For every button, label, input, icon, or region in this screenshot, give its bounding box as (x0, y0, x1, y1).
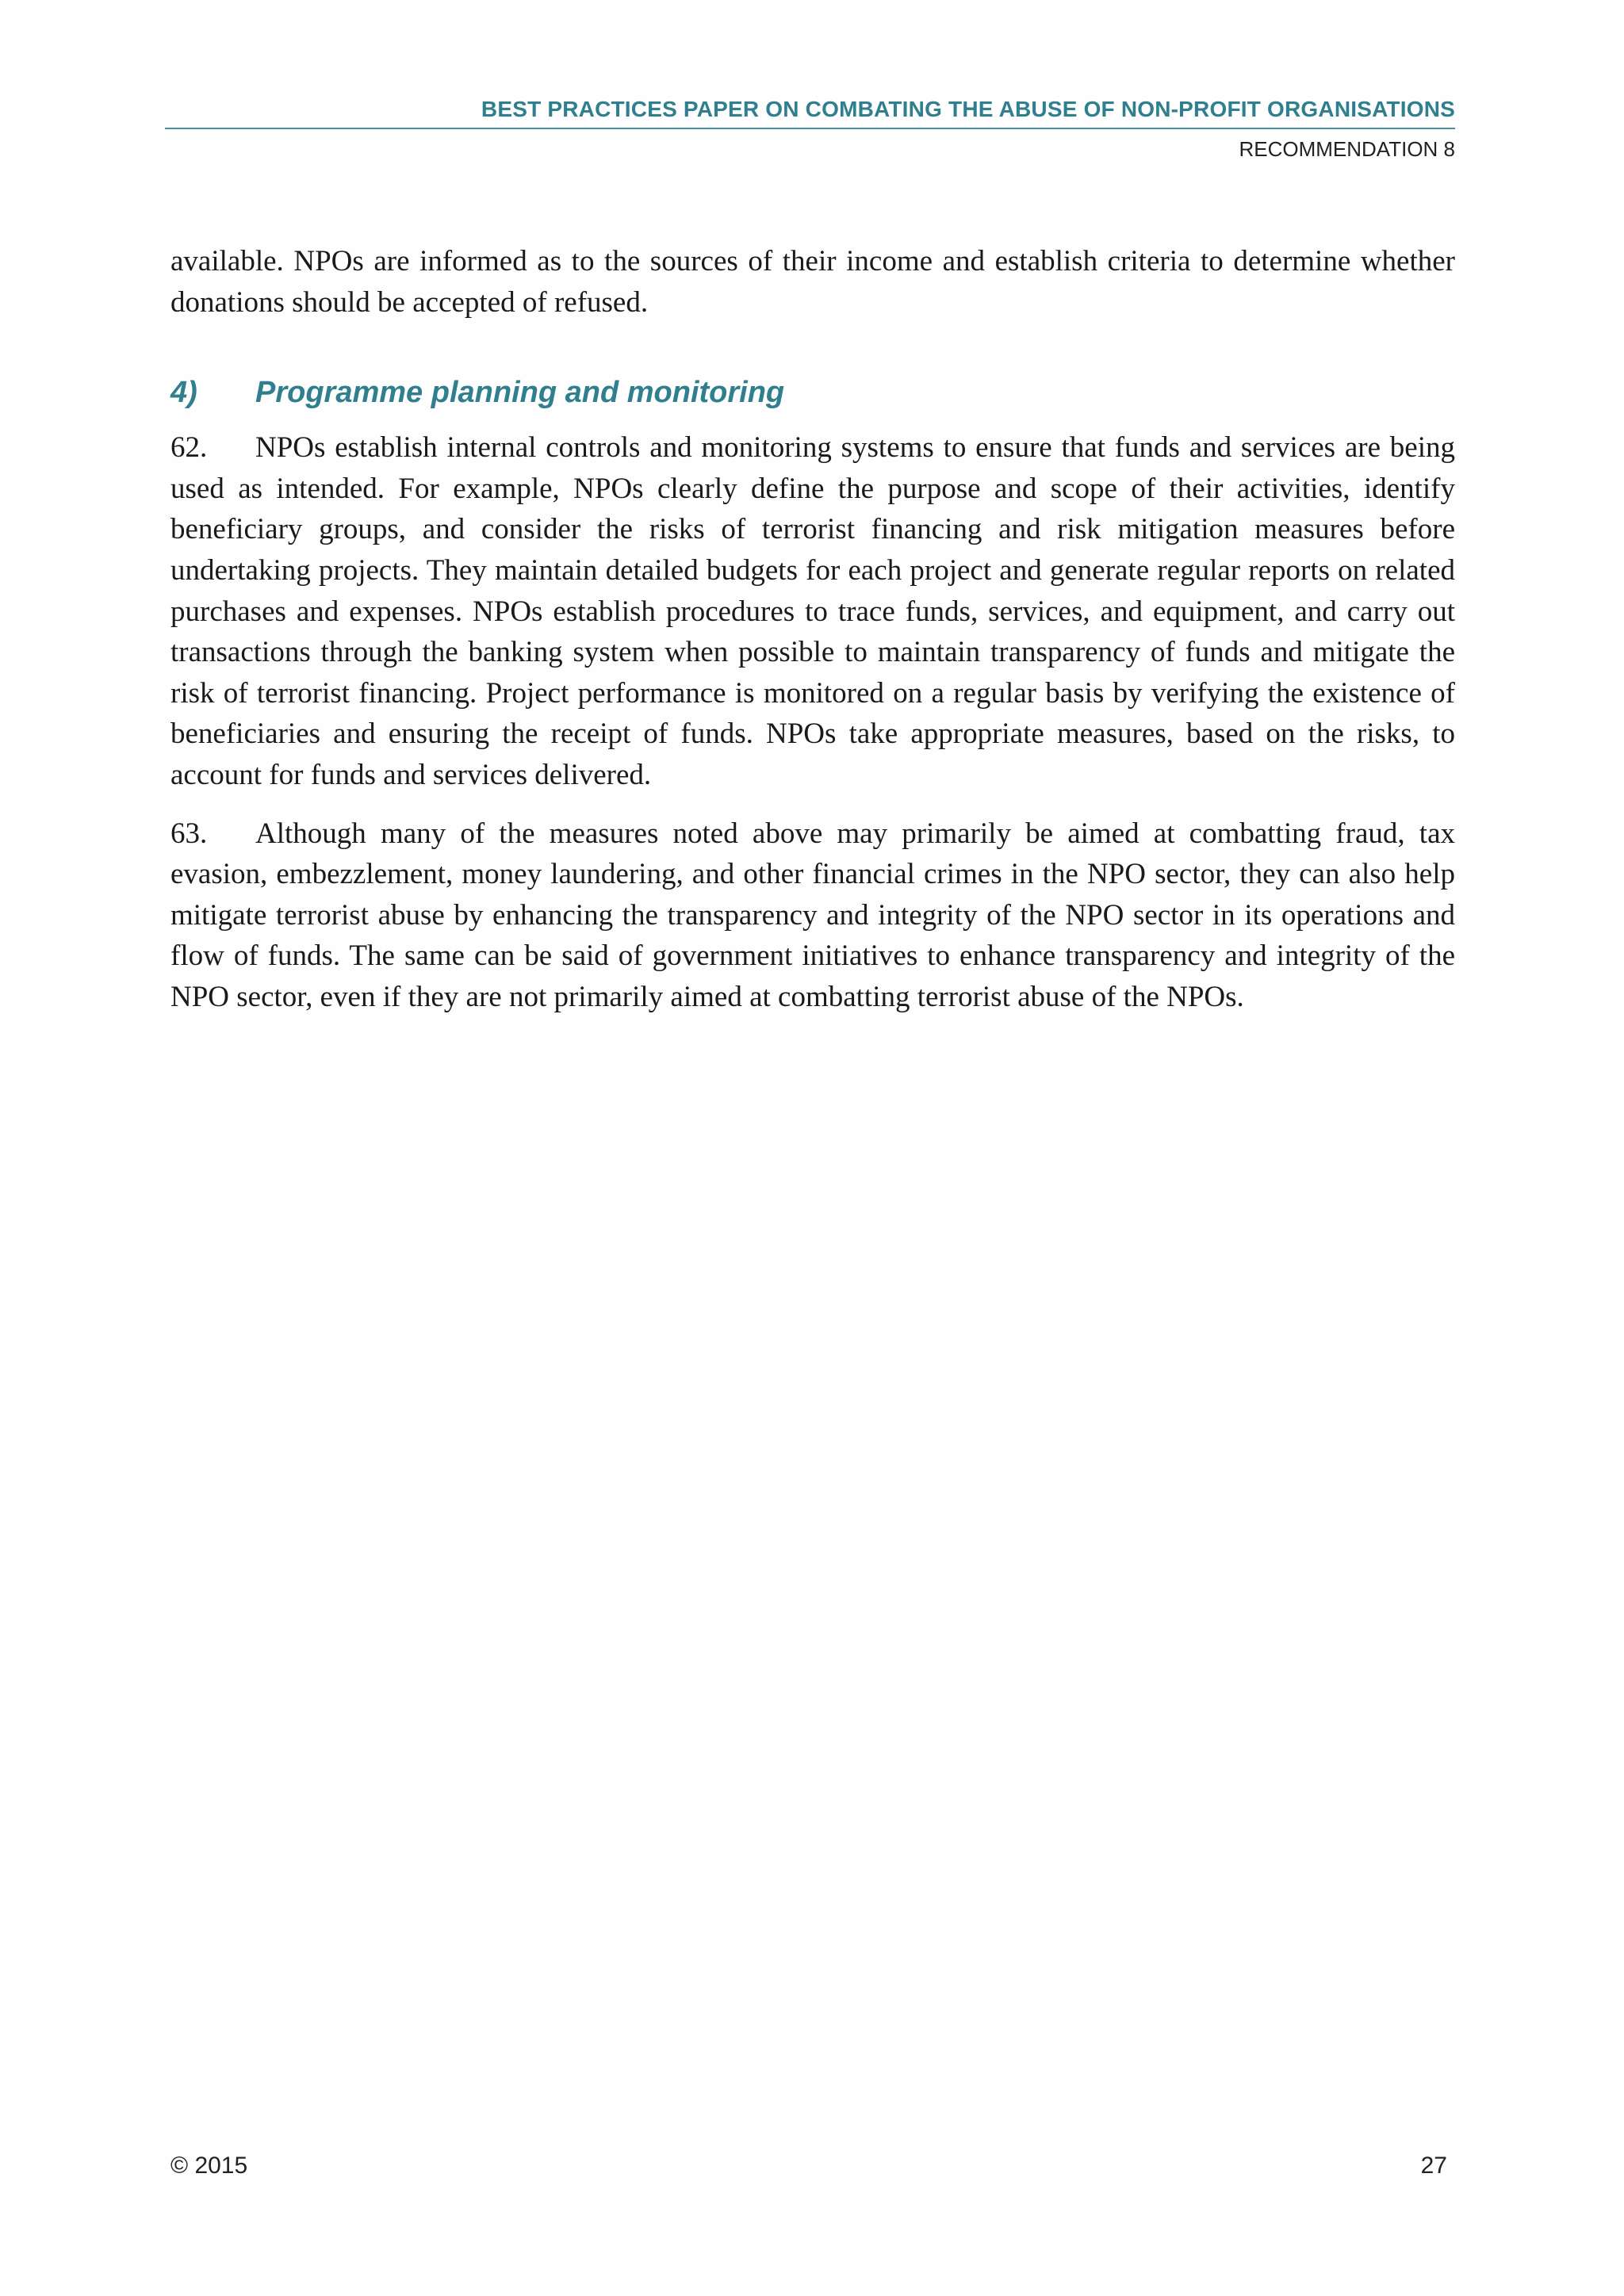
paragraph-62 (170, 427, 1455, 795)
header-title: BEST PRACTICES PAPER ON COMBATING THE ABUSE OF NON-PROFIT ORGANISATIONS (481, 97, 1455, 121)
page-footer (170, 2152, 1447, 2179)
copyright-notice: © 2015 (170, 2152, 248, 2179)
section-heading (170, 372, 1455, 413)
header-divider (165, 128, 1455, 129)
header-subtitle: RECOMMENDATION 8 (1239, 137, 1455, 161)
section-number: 4) (170, 376, 197, 410)
paragraph-number: 62. (170, 431, 208, 465)
paragraph-63 (170, 813, 1455, 1018)
paragraph-number: 63. (170, 817, 208, 850)
paragraph-text: NPOs establish internal controls and monitoring systems to ensure that funds and services are being used as intended. For example, NPOs clearly define the purpose and scope of their activities, identify beneficiary groups, and consider the risks of terrorist financing and risk mitigation measures before undertaking projects. They maintain detailed budgets for each project and generate regular reports on related purchases and expenses. NPOs establish procedures to trace funds, services, and equipment, and carry out transactions through the banking system when possible to maintain transparency of funds and mitigate the risk of terrorist financing. Project performance is monitored on a regular basis by verifying the existence of beneficiaries and ensuring the receipt of funds. NPOs take appropriate measures, based on the risks, to account for funds and services delivered. (170, 431, 1455, 791)
section-title: Programme planning and monitoring (255, 376, 785, 410)
continuation-paragraph: available. NPOs are informed as to the sources of their income and establish criteria to determine whether donations should be accepted of refused. (170, 245, 1455, 319)
page-number: 27 (1420, 2152, 1447, 2179)
page-content (170, 241, 1455, 1035)
page-header (165, 94, 1455, 164)
paragraph-text: Although many of the measures noted above may primarily be aimed at combatting fraud, tax evasion, embezzlement, money laundering, and other financial crimes in the NPO sector, they can also help mitigate terrorist abuse by enhancing the transparency and integrity of the NPO sector in its operations and flow of funds. The same can be said of government initiatives to enhance transparency and integrity of the NPO sector, even if they are not primarily aimed at combatting terrorist abuse of the NPOs. (170, 817, 1455, 1013)
